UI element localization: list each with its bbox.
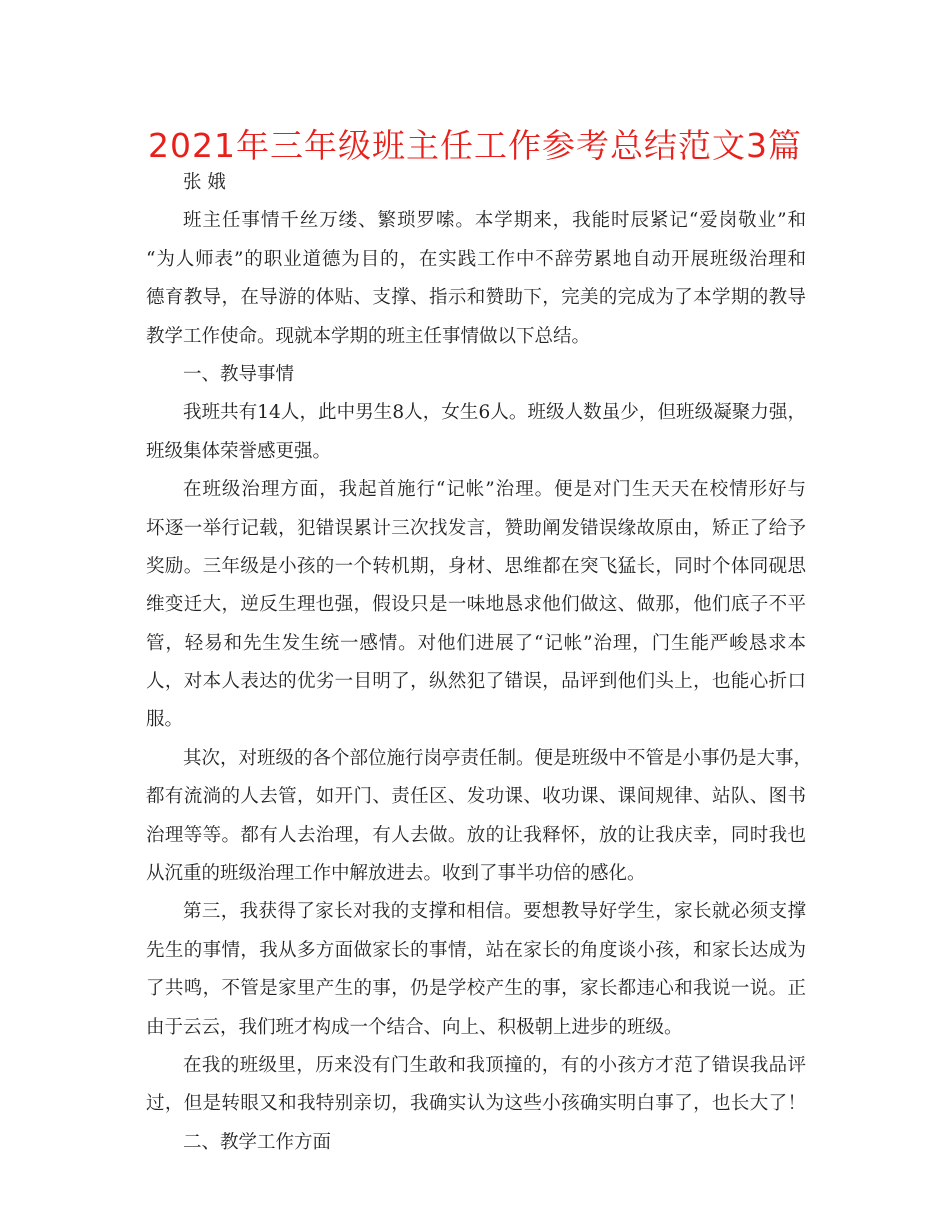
paragraph-line: 从沉重的班级治理工作中解放进去。收到了事半功倍的感化。 bbox=[146, 863, 646, 885]
section-heading: 二、教学工作方面 bbox=[183, 1131, 332, 1153]
paragraph-line: 维变迁大，逆反生理也强，假设只是一味地恳求他们做这、做那，他们底子不平 bbox=[146, 594, 806, 616]
document-body bbox=[146, 164, 813, 1162]
paragraph-line: 教学工作使命。现就本学期的班主任事情做以下总结。 bbox=[146, 325, 591, 347]
paragraph-line: 在我的班级里，历来没有门生敢和我顶撞的，有的小孩方才范了错误我品评 bbox=[183, 1054, 806, 1076]
paragraph-line: 过，但是转眼又和我特别亲切，我确实认为这些小孩确实明白事了，也长大了！ bbox=[146, 1093, 806, 1115]
paragraph-line: 我班共有14人，此中男生8人，女生6人。班级人数虽少，但班级凝聚力强， bbox=[183, 402, 806, 424]
paragraph-line: 在班级治理方面，我起首施行“记帐”治理。便是对门生天天在校情形好与 bbox=[183, 479, 806, 501]
paragraph-line: 治理等等。都有人去治理，有人去做。放的让我释怀，放的让我庆幸，同时我也 bbox=[146, 824, 806, 846]
paragraph-line: 班级集体荣誉感更强。 bbox=[146, 440, 332, 462]
paragraph-line: “为人师表”的职业道德为目的，在实践工作中不辞劳累地自动开展班级治理和 bbox=[146, 248, 806, 270]
paragraph-line: 第三，我获得了家长对我的支撑和相信。要想教导好学生，家长就必须支撑 bbox=[183, 901, 806, 923]
author-line: 张 娥 bbox=[183, 172, 226, 193]
section-heading: 一、教导事情 bbox=[183, 363, 295, 385]
paragraph-line: 了共鸣，不管是家里产生的事，仍是学校产生的事，家长都违心和我说一说。正 bbox=[146, 978, 806, 1000]
paragraph-line: 人，对本人表达的优劣一目明了，纵然犯了错误，品评到他们头上，也能心折口 bbox=[146, 671, 806, 693]
paragraph-line: 德育教导，在导游的体贴、支撑、指示和赞助下，完美的完成为了本学期的教导 bbox=[146, 287, 806, 309]
paragraph-line: 由于云云，我们班才构成一个结合、向上、积极朝上进步的班级。 bbox=[146, 1016, 683, 1038]
document-title: 2021年三年级班主任工作参考总结范文3篇 bbox=[148, 126, 802, 165]
paragraph-line: 奖励。三年级是小孩的一个转机期，身材、思维都在突飞猛长，同时个体同砚思 bbox=[146, 555, 806, 577]
paragraph-line: 坏逐一举行记载，犯错误累计三次找发言，赞助阐发错误缘故原由，矫正了给予 bbox=[146, 517, 806, 539]
paragraph-line: 管，轻易和先生发生统一感情。对他们进展了“记帐”治理，门生能严峻恳求本 bbox=[146, 632, 806, 654]
paragraph-line: 先生的事情，我从多方面做家长的事情，站在家长的角度谈小孩，和家长达成为 bbox=[146, 939, 806, 961]
paragraph-line: 服。 bbox=[146, 709, 184, 731]
paragraph-line: 班主任事情千丝万缕、繁琐罗嗦。本学期来，我能时辰紧记“爱岗敬业”和 bbox=[183, 210, 806, 232]
paragraph-line: 其次，对班级的各个部位施行岗亭责任制。便是班级中不管是小事仍是大事， bbox=[183, 747, 813, 769]
paragraph-line: 都有流淌的人去管，如开门、责任区、发功课、收功课、课间规律、站队、图书 bbox=[146, 786, 806, 808]
